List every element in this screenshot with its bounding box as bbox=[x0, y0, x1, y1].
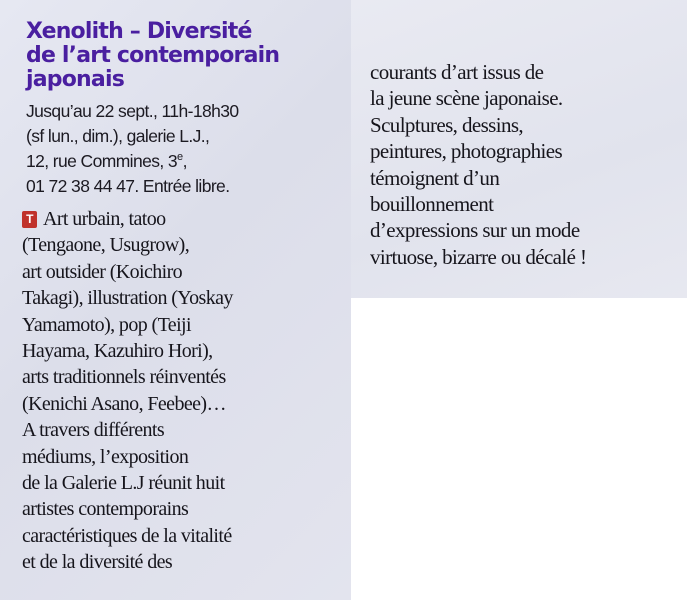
body-line: de la Galerie L.J réunit huit bbox=[22, 472, 225, 495]
body-line: médiums, l’exposition bbox=[22, 445, 189, 468]
body-line: arts traditionnels réinventés bbox=[22, 366, 226, 389]
body-line bbox=[22, 206, 347, 232]
body-line: témoignent d’un bbox=[370, 165, 500, 190]
body-line: artistes contemporains bbox=[22, 498, 189, 521]
body-line: virtuose, bizarre ou décalé ! bbox=[370, 244, 587, 269]
exhibition-info bbox=[26, 99, 346, 199]
info-address-text: 12, rue Commines, 3 bbox=[26, 151, 178, 171]
title-line: japonais bbox=[26, 67, 124, 92]
info-closed-days: (sf lun., dim.), galerie L.J., bbox=[26, 126, 210, 146]
body-line: Hayama, Kazuhiro Hori), bbox=[22, 340, 213, 363]
body-line: Sculptures, dessins, bbox=[370, 112, 524, 137]
body-line: courants d’art issus de bbox=[370, 60, 544, 84]
article-body-left bbox=[22, 206, 347, 576]
body-line: bouillonnement bbox=[370, 192, 494, 217]
body-line-text: Art urbain, tatoo bbox=[43, 208, 166, 230]
body-line: caractéristiques de la vitalité bbox=[22, 524, 232, 547]
body-line: d’expressions sur un mode bbox=[370, 218, 580, 243]
title-line: de l’art contemporain bbox=[26, 43, 280, 68]
article-title bbox=[26, 20, 346, 92]
info-address bbox=[26, 149, 346, 174]
info-address-end: , bbox=[182, 151, 187, 171]
body-line: (Kenichi Asano, Feebee)… bbox=[22, 392, 226, 415]
body-line: peintures, photographies bbox=[370, 139, 563, 164]
body-line: la jeune scène japonaise. bbox=[370, 86, 563, 111]
body-line: Yamamoto), pop (Teiji bbox=[22, 313, 191, 336]
info-address-sup: e bbox=[177, 151, 183, 164]
article-body-right bbox=[370, 59, 685, 270]
body-line: et de la diversité des bbox=[22, 551, 173, 574]
body-line: art outsider (Koichiro bbox=[22, 260, 183, 283]
body-line: A travers différents bbox=[22, 419, 165, 442]
rating-badge: T bbox=[22, 211, 37, 228]
info-dates: Jusqu’au 22 sept., 11h-18h30 bbox=[26, 101, 239, 121]
body-line: (Tengaone, Usugrow), bbox=[22, 234, 190, 257]
article-clipping-right bbox=[351, 0, 687, 298]
info-phone: 01 72 38 44 47. Entrée libre. bbox=[26, 176, 230, 196]
body-line: Takagi), illustration (Yoskay bbox=[22, 287, 233, 310]
title-line: Xenolith – Diversité bbox=[26, 19, 252, 44]
